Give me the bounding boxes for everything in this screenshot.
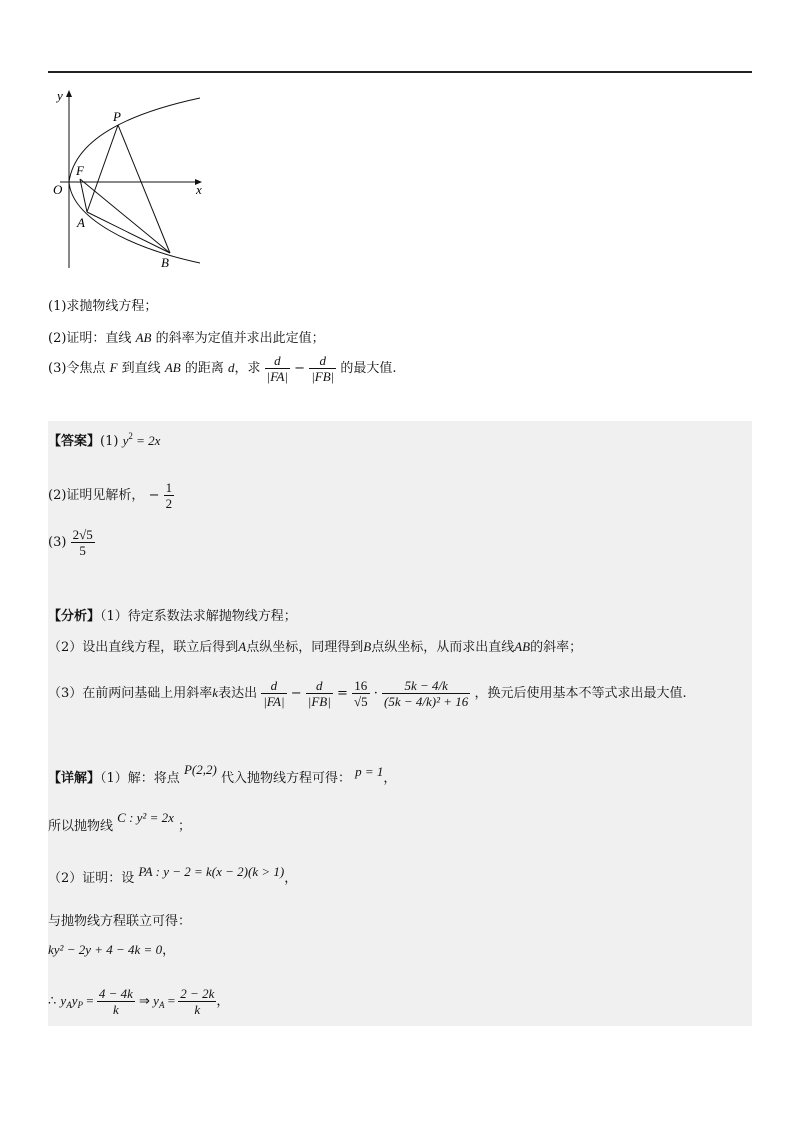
fraction-complex: $\frac{5k - 4/k}{\text{(5k − 4/k)² + 16}}$ xyxy=(384,678,469,709)
label-B: B xyxy=(161,255,169,270)
segment-AB xyxy=(87,212,170,253)
label-x: x xyxy=(196,182,202,197)
analysis-line-3: （3）在前两问基础上用斜率k表达出 $\frac{d}{|FA|}$ − $\frac{d}{|FB|}$ = $\frac{16}{√5}$ · $\frac{5k - 4/k}{\text{(5k − 4/k)² + 16}}$ ，换元后使用基本不等式求出最大值. xyxy=(48,678,687,709)
label-O: O xyxy=(53,182,63,197)
fraction-d-over-FB: $\frac{d}{|FB|}$ xyxy=(311,353,335,384)
parabola-figure xyxy=(50,88,210,273)
y-axis-arrow xyxy=(66,90,72,97)
question-3: (3)令焦点 F 到直线 AB 的距离 d，求 $\frac{d}{|FA|}$ − $\frac{d}{|FB|}$ 的最大值. xyxy=(48,353,397,384)
detail-line-5: ky² − 2y + 4 − 4k = 0， xyxy=(48,942,176,958)
parabola-curve xyxy=(69,98,200,263)
label-y: y xyxy=(57,88,63,103)
answer-2: (2)证明见解析， − $\frac{1}{2}$ xyxy=(48,480,173,511)
analysis-line-2: （2）设出直线方程，联立后得到A点纵坐标，同理得到B点纵坐标，从而求出直线AB的斜率； xyxy=(48,639,583,655)
detail-line-4: 与抛物线方程联立可得： xyxy=(48,914,192,929)
detail-line-2: 所以抛物线 C : y² = 2x ； xyxy=(48,810,192,834)
fraction-two-root5-over-5: $\frac{2√5}{5}$ xyxy=(72,527,93,558)
detail-line-6: ∴ $y_Ay_P$ = $\frac{4 - 4k}{k}$ ⇒ $y_A$ = $\frac{2 - 2k}{k}$ ， xyxy=(48,986,230,1017)
analysis-line-1: 【分析】（1）待定系数法求解抛物线方程； xyxy=(48,609,297,624)
detail-line-3: （2）证明：设 PA : y − 2 = k(x − 2)(k > 1)， xyxy=(48,864,298,886)
label-A: A xyxy=(77,215,85,230)
segment-PB xyxy=(118,125,170,253)
answer-3: (3) $\frac{2√5}{5}$ xyxy=(48,527,93,558)
solution-panel xyxy=(48,421,752,1026)
segment-PA xyxy=(87,125,118,212)
fraction-one-half: $\frac{1}{2}$ xyxy=(165,480,173,511)
answer-1-equation: $y^2 = 2x$ xyxy=(122,431,161,448)
detail-line-1: 【详解】（1）解：将点 P(2,2) 代入抛物线方程可得： p = 1， xyxy=(48,762,397,786)
question-1: (1)求抛物线方程； xyxy=(48,299,158,314)
label-P: P xyxy=(113,109,121,124)
top-rule xyxy=(48,71,752,73)
question-2: (2)证明：直线 AB 的斜率为定值并求出此定值； xyxy=(48,330,325,346)
answer-1: 【答案】(1) $y^2 = 2x$ xyxy=(48,431,161,449)
fraction-d-over-FA: $\frac{d}{|FA|}$ xyxy=(266,353,289,384)
segment-FB xyxy=(80,179,170,253)
label-F: F xyxy=(76,163,84,178)
